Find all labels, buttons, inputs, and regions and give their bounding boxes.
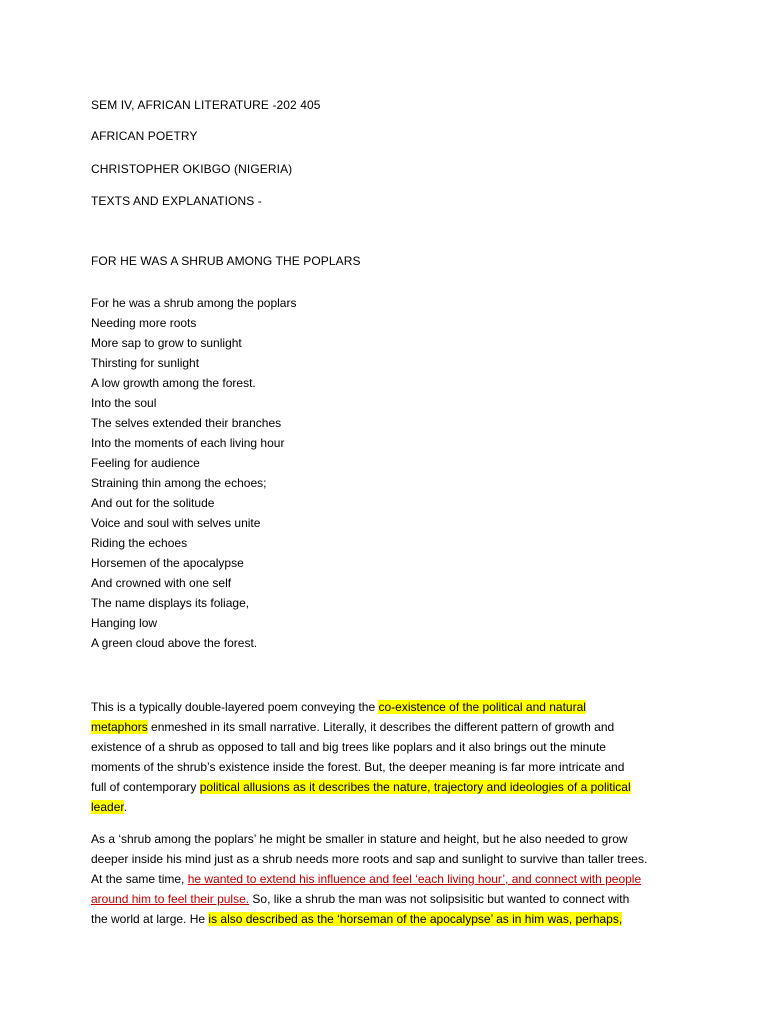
poem-line: Riding the echoes [91, 536, 188, 550]
poem-line: More sap to grow to sunlight [91, 336, 242, 350]
explanation-paragraph-2 [91, 829, 691, 929]
highlighted-text: political allusions as it describes the nature, trajectory and ideologies of a political [199, 780, 631, 794]
poem-line: Feeling for audience [91, 456, 200, 470]
plain-text: full of contemporary [91, 780, 200, 794]
poem-line: And out for the solitude [91, 496, 215, 510]
paragraph-line: deeper inside his mind just as a shrub needs more roots and sap and sunlight to survive than taller trees. [91, 852, 648, 866]
highlighted-text: leader [91, 800, 124, 814]
poem-line: Horsemen of the apocalypse [91, 556, 244, 570]
subtitle-heading: TEXTS AND EXPLANATIONS - [91, 194, 262, 208]
highlighted-text: co-existence of the political and natural [378, 700, 586, 714]
poem-line: A green cloud above the forest. [91, 636, 258, 650]
poem-line: And crowned with one self [91, 576, 232, 590]
poem-line: Voice and soul with selves unite [91, 516, 261, 530]
poem-line: Into the moments of each living hour [91, 436, 285, 450]
poem-text [91, 293, 296, 653]
paragraph-line [91, 889, 691, 909]
poem-line: Needing more roots [91, 316, 197, 330]
plain-text: enmeshed in its small narrative. Literally, it describes the different pattern of growth and [147, 720, 615, 734]
plain-text: . [123, 800, 128, 814]
plain-text: This is a typically double-layered poem conveying the [91, 700, 379, 714]
paragraph-line [91, 717, 691, 737]
poem-line: The selves extended their branches [91, 416, 282, 430]
author-heading: CHRISTOPHER OKIBGO (NIGERIA) [91, 162, 293, 176]
paragraph-line [91, 777, 691, 797]
highlighted-text: metaphors [91, 720, 148, 734]
poem-line: Hanging low [91, 616, 158, 630]
paragraph-line: As a ‘shrub among the poplars’ he might be smaller in stature and height, but he also needed to grow [91, 832, 628, 846]
paragraph-line [91, 909, 691, 929]
poem-line: The name displays its foliage, [91, 596, 250, 610]
paragraph-line [91, 869, 691, 889]
paragraph-line [91, 797, 691, 817]
poem-line: Straining thin among the echoes; [91, 476, 267, 490]
red-underlined-text: around him to feel their pulse. [91, 892, 250, 906]
plain-text: At the same time, [91, 872, 188, 886]
poem-line: A low growth among the forest. [91, 376, 256, 390]
poem-line: For he was a shrub among the poplars [91, 296, 297, 310]
explanation-paragraph-1 [91, 697, 691, 817]
paragraph-line [91, 697, 691, 717]
section-heading: AFRICAN POETRY [91, 129, 198, 143]
paragraph-line: moments of the shrub’s existence inside the forest. But, the deeper meaning is far more intricate and [91, 760, 625, 774]
poem-line: Thirsting for sunlight [91, 356, 200, 370]
plain-text: So, like a shrub the man was not solipsisitic but wanted to connect with [249, 892, 630, 906]
highlighted-text: is also described as the ‘horseman of the apocalypse’ as in him was, perhaps, [208, 912, 623, 926]
poem-line: Into the soul [91, 396, 157, 410]
plain-text: the world at large. He [91, 912, 209, 926]
poem-title: FOR HE WAS A SHRUB AMONG THE POPLARS [91, 254, 361, 268]
red-underlined-text: he wanted to extend his influence and feel ‘each living hour’, and connect with people [187, 872, 642, 886]
course-heading: SEM IV, AFRICAN LITERATURE -202 405 [91, 98, 321, 112]
paragraph-line: existence of a shrub as opposed to tall and big trees like poplars and it also brings out the minute [91, 740, 606, 754]
